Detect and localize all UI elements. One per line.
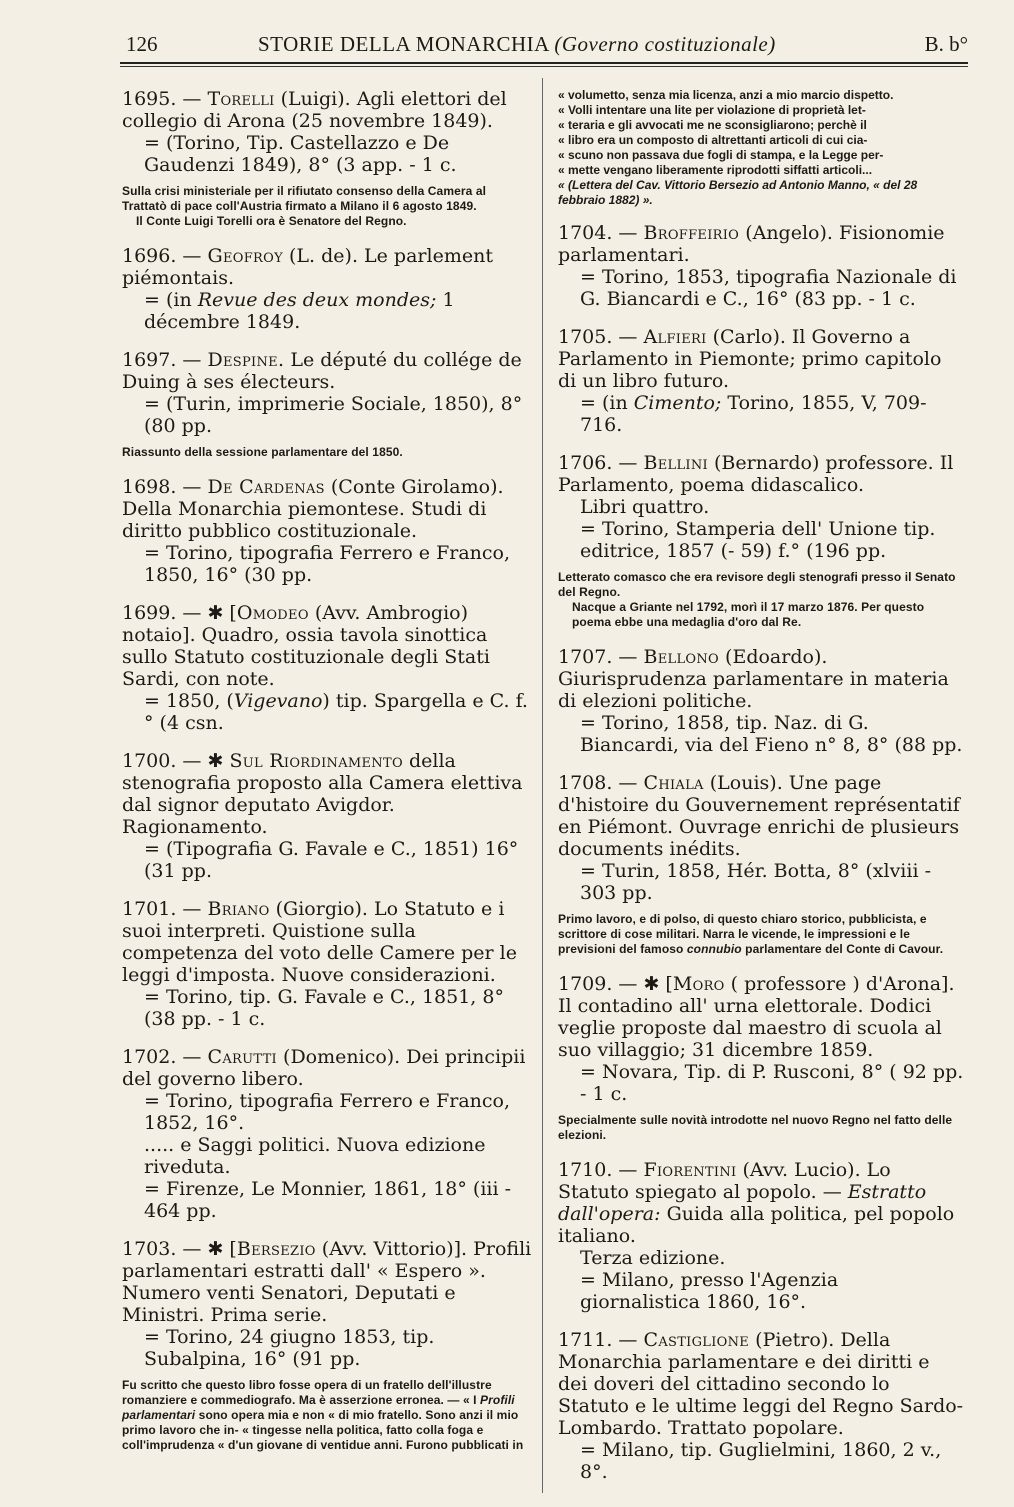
entry-1704 [558, 222, 964, 310]
text-left-e1696-imprint_it: Revue des deux mondes; [197, 289, 437, 311]
text-left-e1703-author: Bersezio [236, 1238, 316, 1260]
text-left-e1697-author: Despine. [207, 349, 285, 371]
text-right-e1709-author: Moro [672, 973, 725, 995]
text-right-e1704-imprint: = Torino, 1853, tipografia Nazionale di G. Biancardi e C., 16° (83 pp. - 1 c. [580, 266, 957, 310]
text-right-e1708-no: 1708. — [558, 772, 638, 794]
text-right-e1707-author: Bellono [643, 646, 719, 668]
text-right-e1709-no: 1709. — ✱ [ [558, 973, 673, 995]
text-right-e1705-author: Alfieri [643, 326, 707, 348]
section-mark: B. b° [924, 32, 968, 56]
text-left-e1698-author_rest: (Conte Girolamo). Della Monarchia piemontese. Studi di diritto pubblico costituzionale. [122, 476, 504, 542]
header-rule [120, 62, 968, 64]
entry-1705 [558, 326, 964, 436]
text-right-e1708-note_a: Primo lavoro, e di polso, di questo chiaro storico, pubblicista, e scrittore di cose militari. Narra le vicende, le impressioni e le previsioni del famoso [558, 912, 927, 956]
text-right-e1706-extra: Libri quattro. [580, 496, 710, 518]
text-left-e1702-author_rest: (Domenico). Dei principii del governo libero. [122, 1046, 526, 1090]
text-right-e1706-author_rest: (Bernardo) professore. Il Parlamento, poema didascalico. [558, 452, 954, 496]
text-left-e1695-note1: Sulla crisi ministeriale per il rifiutato consenso della Camera al Trattatò di pace coll'Austria firmato a Milano il 6 agosto 1849. [122, 184, 487, 213]
text-right-e1710-author_rest_a: (Avv. Lucio). Lo Statuto spiegato al popolo. — [558, 1159, 891, 1203]
entry-1711 [558, 1329, 964, 1483]
text-right-e1708-author: Chiala [643, 772, 704, 794]
text-right-e1710-author_rest_b: Guida alla politica, pel popolo italiano. [558, 1203, 955, 1247]
text-right-e1709-author_rest: ( professore ) d'Arona]. Il contadino all' urna elettorale. Dodici veglie proposte dal maestro di scuola al suo villaggio; 31 dicembre 1859. [558, 973, 955, 1061]
note-1708 [558, 912, 964, 957]
text-left-e1702-no: 1702. — [122, 1046, 202, 1068]
text-left-e1696-author: Geofroy [207, 245, 283, 267]
text-left-e1703-author_rest: (Avv. Vittorio)]. Profili parlamentari estratti dall' « Espero ». Numero venti Senatori, Deputati e Ministri. Prima serie. [122, 1238, 532, 1326]
text-right-e1707-author_rest: (Edoardo). Giurisprudenza parlamentare in materia di elezioni politiche. [558, 646, 949, 712]
text-left-e1701-author_rest: (Giorgio). Lo Statuto e i suoi interpreti. Quistione sulla competenza del voto delle Camere per le leggi d'imposta. Nuove considerazioni. [122, 898, 517, 986]
text-left-e1700-no: 1700. — ✱ [122, 750, 224, 772]
entry-1699 [122, 602, 534, 734]
text-left-e1699-imprint_post: ) tip. Spargella e C. f.° (4 csn. [144, 690, 528, 734]
note-1706 [558, 570, 964, 630]
text-left-e1703-note_it: Profili parlamentari [122, 1393, 515, 1422]
entry-1701 [122, 898, 534, 1030]
text-right-e1709-note: Specialmente sulle novità introdotte nel nuovo Regno nel fatto delle elezioni. [558, 1113, 953, 1142]
note-1703 [122, 1378, 534, 1453]
text-right-e1710-extra: Terza edizione. [580, 1247, 726, 1269]
text-left-e1700-author_rest: della stenografia proposto alla Camera elettiva dal signor deputato Avigdor. Ragionamento. [122, 750, 523, 838]
text-right-e1706-no: 1706. — [558, 452, 638, 474]
text-left-e1700-imprint: = (Tipografia G. Favale e C., 1851) 16° (31 pp. [144, 838, 519, 882]
entry-1703 [122, 1238, 534, 1370]
entry-1700 [122, 750, 534, 882]
text-right-quote1703-4: « scuno non passava due fogli di stampa, e la Legge per- [558, 148, 884, 162]
entry-1710 [558, 1159, 964, 1313]
text-right-quote1703-5: « mette vengano liberamente riprodotti siffatti articoli... [558, 163, 873, 177]
right-column [558, 88, 964, 1499]
text-left-e1702-imprint: = Torino, tipografia Ferrero e Franco, 1852, 16°. [144, 1090, 511, 1134]
header-rule-thin [120, 66, 968, 67]
text-right-e1708-author_rest: (Louis). Une page d'histoire du Gouvernement représentatif en Piémont. Ouvrage enrichi de plusieurs documents inédits. [558, 772, 960, 860]
entry-1696 [122, 245, 534, 333]
text-right-quote1703-2: « teraria e gli avvocati me ne sconsigliarono; perchè il [558, 118, 867, 132]
text-left-e1702-author: Carutti [207, 1046, 277, 1068]
text-left-e1697-no: 1697. — [122, 349, 202, 371]
quote-continuation [558, 88, 964, 208]
text-right-e1706-imprint: = Torino, Stamperia dell' Unione tip. editrice, 1857 (- 59) f.° (196 pp. [580, 518, 936, 562]
text-left-e1697-note: Riassunto della sessione parlamentare del 1850. [122, 445, 403, 459]
running-subtitle: (Governo costituzionale) [554, 32, 776, 56]
note-1709 [558, 1113, 964, 1143]
entry-1709 [558, 973, 964, 1105]
entry-1708 [558, 772, 964, 904]
text-left-e1698-author: De Cardenas [207, 476, 325, 498]
text-right-e1711-no: 1711. — [558, 1329, 638, 1351]
text-left-e1700-author: Sul Riordinamento [229, 750, 403, 772]
entry-1706 [558, 452, 964, 562]
text-right-e1704-author: Broffeirio [643, 222, 740, 244]
entry-1707 [558, 646, 964, 756]
text-left-e1699-imprint_it: Vigevano [233, 690, 323, 712]
text-left-e1698-imprint: = Torino, tipografia Ferrero e Franco, 1850, 16° (30 pp. [144, 542, 511, 586]
text-right-e1709-imprint: = Novara, Tip. di P. Rusconi, 8° ( 92 pp. - 1 c. [580, 1061, 964, 1105]
text-right-e1706-note2: Nacque a Griante nel 1792, morì il 17 marzo 1876. Per questo poema ebbe una medaglia d'oro dal Re. [572, 600, 925, 629]
text-left-e1701-author: Briano [207, 898, 270, 920]
text-left-e1699-no: 1699. — ✱ [ [122, 602, 237, 624]
column-divider [542, 78, 543, 1493]
text-right-e1706-author: Bellini [643, 452, 708, 474]
text-right-e1705-author_rest: (Carlo). Il Governo a Parlamento in Piemonte; primo capitolo di un libro futuro. [558, 326, 942, 392]
note-1697 [122, 445, 534, 460]
text-right-e1708-note_b: parlamentare del Conte di Cavour. [745, 942, 944, 956]
text-left-e1695-imprint: = (Torino, Tip. Castellazzo e De Gaudenzi 1849), 8° (3 app. - 1 c. [144, 132, 457, 176]
running-title [258, 32, 776, 57]
note-1695 [122, 184, 534, 229]
text-right-e1705-imprint_it: Cimento; [633, 392, 722, 414]
entry-1697 [122, 349, 534, 437]
entry-1702 [122, 1046, 534, 1222]
text-left-e1695-author: Torelli [207, 88, 275, 110]
text-left-e1703-no: 1703. — ✱ [ [122, 1238, 237, 1260]
text-left-e1696-author_rest: (L. de). Le parlement piémontais. [122, 245, 493, 289]
text-left-e1696-no: 1696. — [122, 245, 202, 267]
text-left-e1698-no: 1698. — [122, 476, 202, 498]
text-left-e1703-imprint: = Torino, 24 giugno 1853, tip. Subalpina, 16° (91 pp. [144, 1326, 435, 1370]
text-right-e1707-imprint: = Torino, 1858, tip. Naz. di G. Biancardi, via del Fieno n° 8, 8° (88 pp. [580, 712, 963, 756]
text-right-e1704-no: 1704. — [558, 222, 638, 244]
running-header [118, 32, 968, 62]
text-left-e1699-author: Omodeo [236, 602, 309, 624]
entry-1698 [122, 476, 534, 586]
text-right-e1711-author: Castiglione [643, 1329, 750, 1351]
text-right-quote_sig: « (Lettera del Cav. Vittorio Bersezio ad Antonio Manno, « del 28 febbraio 1882) ». [558, 178, 918, 207]
text-left-e1699-imprint_pre: = 1850, ( [144, 690, 234, 712]
text-right-e1710-author: Fiorentini [643, 1159, 737, 1181]
entry-1695 [122, 88, 534, 176]
text-left-e1701-no: 1701. — [122, 898, 202, 920]
left-column [122, 88, 534, 1469]
text-right-e1708-note_it: connubio [686, 942, 742, 956]
text-right-e1710-author_it: Estratto dall'opera: [558, 1181, 927, 1225]
text-left-e1696-imprint_pre: = (in [144, 289, 192, 311]
text-right-e1705-no: 1705. — [558, 326, 638, 348]
text-left-e1697-author_rest: Le député du collége de Duing à ses électeurs. [122, 349, 522, 393]
text-right-quote1703-1: « Volli intentare una lite per violazione di proprietà let- [558, 103, 866, 117]
text-right-e1711-imprint: = Milano, tip. Guglielmini, 1860, 2 v., 8°. [580, 1439, 942, 1483]
text-left-e1703-note_b: sono opera mia e non « di mio fratello. Sono anzi il mio primo lavoro che in- « tingesse nella politica, fatto colla foga e coll'imprudenza « d'un giovane di ventidue anni. Furono pubblicati in [122, 1408, 524, 1452]
text-right-quote1703-3: « libro era un composto di altrettanti articoli di cui cia- [558, 133, 868, 147]
text-left-e1695-note2: Il Conte Luigi Torelli ora è Senatore del Regno. [136, 214, 407, 228]
text-left-e1702-extra: ..... e Saggi politici. Nuova edizione riveduta. [144, 1134, 486, 1178]
text-right-e1706-note1: Letterato comasco che era revisore degli stenografi presso il Senato del Regno. [558, 570, 956, 599]
text-left-e1699-author_rest: (Avv. Ambrogio) notaio]. Quadro, ossia tavola sinottica sullo Statuto costituzionale degli Stati Sardi, con note. [122, 602, 490, 690]
text-left-e1696-imprint_post: 1 décembre 1849. [144, 289, 455, 333]
text-left-e1703-note_a: Fu scritto che questo libro fosse opera di un fratello dell'illustre romanziere e commediografo. Ma è asserzione erronea. — « I [122, 1378, 492, 1407]
text-left-e1702-imprint2: = Firenze, Le Monnier, 1861, 18° (iii - 464 pp. [144, 1178, 512, 1222]
text-right-e1710-imprint: = Milano, presso l'Agenzia giornalistica 1860, 16°. [580, 1269, 839, 1313]
text-left-e1701-imprint: = Torino, tip. G. Favale e C., 1851, 8° (38 pp. - 1 c. [144, 986, 504, 1030]
text-right-e1708-imprint: = Turin, 1858, Hér. Botta, 8° (xlviii - 303 pp. [580, 860, 931, 904]
text-left-e1697-imprint: = (Turin, imprimerie Sociale, 1850), 8° (80 pp. [144, 393, 523, 437]
page-number: 126 [126, 32, 158, 56]
text-right-e1704-author_rest: (Angelo). Fisionomie parlamentari. [558, 222, 945, 266]
text-header-title: STORIE DELLA MONARCHIA [258, 32, 549, 56]
text-right-e1707-no: 1707. — [558, 646, 638, 668]
text-right-e1705-imprint_post: Torino, 1855, V, 709-716. [580, 392, 927, 436]
text-right-quote1703-0: « volumetto, senza mia licenza, anzi a mio marcio dispetto. [558, 88, 894, 102]
text-right-e1705-imprint_pre: = (in [580, 392, 628, 414]
text-left-e1695-author_rest: (Luigi). Agli elettori del collegio di Arona (25 novembre 1849). [122, 88, 507, 132]
text-right-e1710-no: 1710. — [558, 1159, 638, 1181]
text-right-e1711-author_rest: (Pietro). Della Monarchia parlamentare e dei diritti e dei doveri del cittadino secondo lo Statuto e le ultime leggi del Regno Sardo-Lombardo. Trattato popolare. [558, 1329, 964, 1439]
text-left-e1695-no: 1695. — [122, 88, 202, 110]
